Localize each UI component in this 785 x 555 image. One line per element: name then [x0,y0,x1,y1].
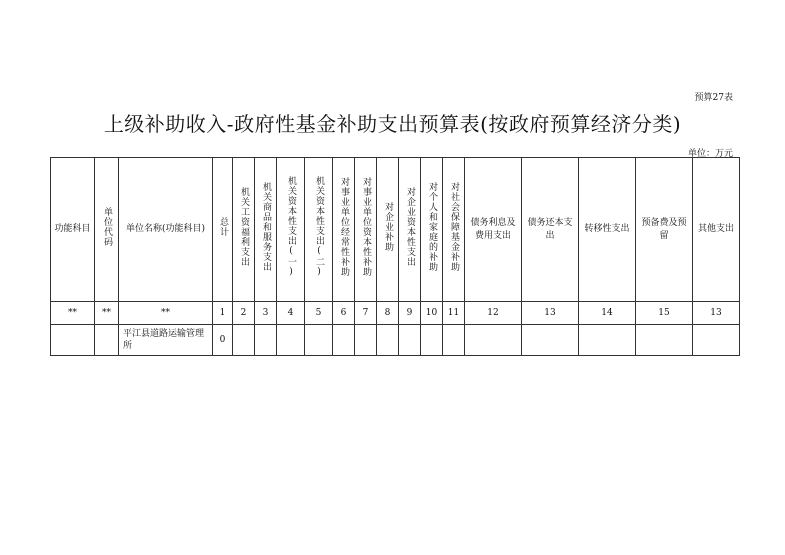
column-header [277,158,305,302]
header-row [51,158,740,302]
column-header-label: 对社会保障基金补助 [449,182,459,273]
index-cell: 7 [355,302,377,325]
column-header [443,158,465,302]
index-cell: 2 [233,302,255,325]
table-cell [95,325,119,356]
index-cell: 13 [693,302,740,325]
column-header [95,158,119,302]
table-number: 预算27表 [694,93,733,103]
column-header [399,158,421,302]
column-header-label: 其他支出 [697,224,734,235]
unit-label: 单位：万元 [687,149,733,159]
table-cell [443,325,465,356]
column-header-label: 预备费及预留 [641,218,687,241]
table-cell [277,325,305,356]
index-cell: 15 [636,302,693,325]
table-cell [579,325,636,356]
column-header-label: 债务还本支出 [527,218,573,241]
index-cell: 14 [579,302,636,325]
column-header [255,158,277,302]
table-cell [255,325,277,356]
index-cell: 11 [443,302,465,325]
table-cell [355,325,377,356]
index-row [51,302,740,325]
column-header [355,158,377,302]
column-header-label: 机关资本性支出(一) [286,176,296,279]
index-cell: 9 [399,302,421,325]
table-row [51,325,740,356]
column-header [233,158,255,302]
table-cell [233,325,255,356]
index-cell: 1 [213,302,233,325]
table-cell [399,325,421,356]
column-header-label: 对事业单位经常性补助 [339,177,349,278]
column-header [421,158,443,302]
column-header [465,158,522,302]
index-cell: ** [95,302,119,325]
column-header-label: 机关商品和服务支出 [261,182,271,273]
column-header [51,158,95,302]
table-cell [377,325,399,356]
column-header-label: 单位代码 [102,207,112,248]
table-cell [636,325,693,356]
page-title: 上级补助收入-政府性基金补助支出预算表(按政府预算经济分类) [103,112,682,136]
column-header [333,158,355,302]
column-header-label: 机关资本性支出(二) [314,176,324,279]
table-cell [333,325,355,356]
column-header-label: 对企业补助 [383,202,393,253]
index-cell: 10 [421,302,443,325]
table-cell [693,325,740,356]
column-header-label: 转移性支出 [584,224,630,235]
column-header [693,158,740,302]
budget-table [50,157,740,356]
column-header [213,158,233,302]
index-cell: 13 [522,302,579,325]
column-header-label: 对个人和家庭的补助 [427,182,437,273]
table-cell [305,325,333,356]
column-header-label: 总计 [218,217,228,238]
column-header-label: 功能科目 [54,224,91,235]
index-cell: 12 [465,302,522,325]
table-cell [421,325,443,356]
column-header [522,158,579,302]
table-cell [522,325,579,356]
index-cell: 4 [277,302,305,325]
index-cell: ** [119,302,213,325]
table-cell [51,325,95,356]
table-cell: 平江县道路运输管理所 [119,325,213,356]
column-header-label: 对企业资本性支出 [405,187,415,268]
column-header-label: 单位名称(功能科目) [125,224,206,235]
table-cell [465,325,522,356]
index-cell: 6 [333,302,355,325]
column-header [377,158,399,302]
column-header [119,158,213,302]
index-cell: 5 [305,302,333,325]
column-header [579,158,636,302]
table-cell: 0 [213,325,233,356]
column-header [636,158,693,302]
column-header-label: 债务利息及费用支出 [470,218,516,241]
index-cell: 8 [377,302,399,325]
index-cell: 3 [255,302,277,325]
column-header-label: 对事业单位资本性补助 [361,177,371,278]
column-header-label: 机关工资福利支出 [239,187,249,268]
column-header [305,158,333,302]
index-cell: ** [51,302,95,325]
